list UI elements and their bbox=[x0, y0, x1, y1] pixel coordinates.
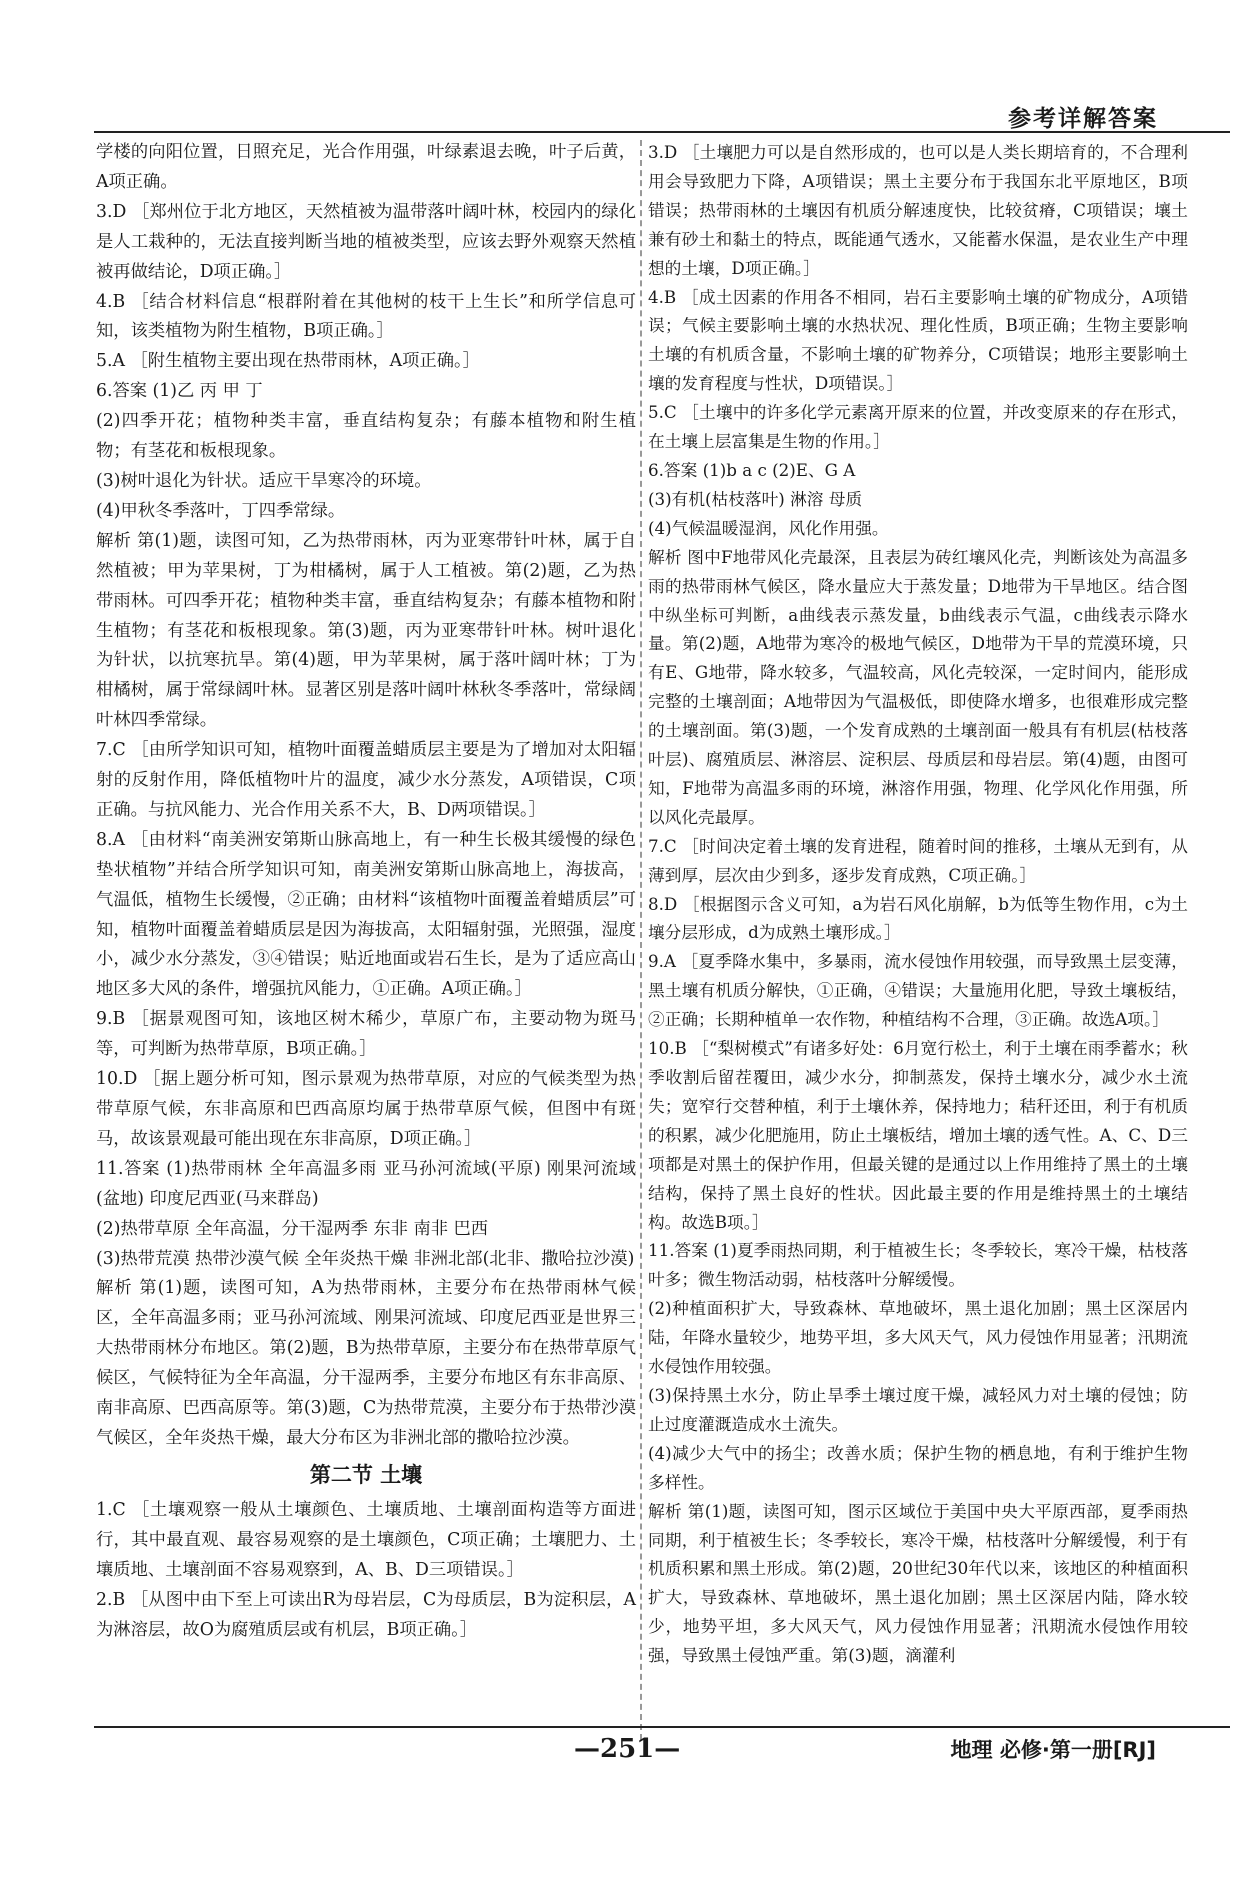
answer-item: 8.D ［根据图示含义可知，a为岩石风化崩解，b为低等生物作用，c为土壤分层形成，d为成熟土壤形成。］ bbox=[648, 893, 1188, 943]
answer-item: 5.C ［土壤中的许多化学元素离开原来的位置，并改变原来的存在形式，在土壤上层富集是生物的作用。］ bbox=[648, 402, 1188, 452]
answer-item: 6.答案 (1)乙 丙 甲 丁 bbox=[96, 381, 263, 402]
answer-item: (4)气候温暖湿润，风化作用强。 bbox=[648, 517, 889, 538]
answer-item: 3.D ［土壤肥力可以是自然形成的，也可以是人类长期培育的，不合理利用会导致肥力下降，A项错误；黑土主要分布于我国东北平原地区，B项错误；热带雨林的土壤因有机质分解速度快，比较贫瘠，C项错误；壤土兼有砂土和黏土的特点，既能通气透水，又能蓄水保温，是农业生产中理想的土壤，D项正确。］ bbox=[648, 142, 1188, 278]
answer-item: (3)热带荒漠 热带沙漠气候 全年炎热干燥 非洲北部(北非、撒哈拉沙漠) bbox=[96, 1248, 635, 1269]
column-divider bbox=[640, 140, 642, 1740]
answer-item: (4)甲秋冬季落叶，丁四季常绿。 bbox=[96, 500, 346, 521]
page-number: —251— bbox=[574, 1734, 681, 1764]
answer-item: (3)保持黑土水分，防止旱季土壤过度干燥，减轻风力对土壤的侵蚀；防止过度灌溉造成水土流失。 bbox=[648, 1384, 1188, 1434]
analysis-item: 解析 图中F地带风化壳最深，且表层为砖红壤风化壳，判断该处为高温多雨的热带雨林气候区，降水量应大于蒸发量；D地带为干旱地区。结合图中纵坐标可判断，a曲线表示蒸发量，b曲线表示气温，c曲线表示降水量。第(2)题，A地带为寒冷的极地气候区，D地带为干旱的荒漠环境，只有E、G地带，降水较多，气温较高，风化壳较深，一定时间内，能形成完整的土壤剖面；A地带因为气温极低，即使降水增多，也很难形成完整的土壤剖面。第(3)题，一个发育成熟的土壤剖面一般具有有机层(枯枝落叶层)、腐殖质层、淋溶层、淀积层、母质层和母岩层。第(4)题，由图可知，F地带为高温多雨的环境，淋溶作用强，物理、化学风化作用强，所以风化壳最厚。 bbox=[648, 546, 1188, 827]
answer-item: 4.B ［结合材料信息“根群附着在其他树的枝干上生长”和所学信息可知，该类植物为附生植物，B项正确。］ bbox=[96, 291, 636, 342]
answer-item: (3)树叶退化为针状。适应干旱寒冷的环境。 bbox=[96, 470, 432, 491]
section-title: 第二节 土壤 bbox=[309, 1462, 423, 1487]
answer-item: 7.C ［由所学知识可知，植物叶面覆盖蜡质层主要是为了增加对太阳辐射的反射作用，降低植物叶片的温度，减少水分蒸发，A项错误，C项正确。与抗风能力、光合作用关系不大，B、D两项错误。］ bbox=[96, 740, 636, 820]
analysis-item: 解析 第(1)题，读图可知，A为热带雨林，主要分布在热带雨林气候区，全年高温多雨；亚马孙河流域、刚果河流域、印度尼西亚是世界三大热带雨林分布地区。第(2)题，B为热带草原，主要分布在热带草原气候区，气候特征为全年高温，分干湿两季，主要分布地区有东非高原、南非高原、巴西高原等。第(3)题，C为热带荒漠，主要分布于热带沙漠气候区，全年炎热干燥，最大分布区为非洲北部的撒哈拉沙漠。 bbox=[96, 1278, 636, 1448]
answer-item: 学楼的向阳位置，日照充足，光合作用强，叶绿素退去晚，叶子后黄，A项正确。 bbox=[96, 142, 636, 192]
answer-item: 10.B ［“梨树模式”有诸多好处：6月宽行松土，利于土壤在雨季蓄水；秋季收割后留茬覆田，减少水分，抑制蒸发，保持土壤水分，减少水土流失；宽窄行交替种植，利于土壤休养，保持地力；秸秆还田，利于有机质的积累，减少化肥施用，防止土壤板结，增加土壤的透气性。A、C、D三项都是对黑土的保护作用，但最关键的是通过以上作用维持了黑土的土壤结构，保持了黑土良好的性状。因此最主要的作用是维持黑土的土壤结构。故选B项。］ bbox=[648, 1038, 1188, 1232]
answer-item: 6.答案 (1)b a c (2)E、G A bbox=[648, 459, 856, 480]
left-column bbox=[96, 138, 636, 1645]
answer-item: (2)四季开花；植物种类丰富，垂直结构复杂；有藤本植物和附生植物；有茎花和板根现象。 bbox=[96, 411, 636, 462]
answer-item: (2)种植面积扩大，导致森林、草地破坏，黑土退化加剧；黑土区深居内陆，年降水量较少，地势平坦，多大风天气，风力侵蚀作用显著；汛期流水侵蚀作用较强。 bbox=[648, 1298, 1188, 1377]
right-column bbox=[648, 138, 1188, 1670]
answer-item: (2)热带草原 全年高温，分干湿两季 东非 南非 巴西 bbox=[96, 1218, 489, 1239]
answer-item: 11.答案 (1)夏季雨热同期，利于植被生长；冬季较长，寒冷干燥，枯枝落叶多；微生物活动弱，枯枝落叶分解缓慢。 bbox=[648, 1240, 1188, 1290]
answer-item: 9.B ［据景观图可知，该地区树木稀少，草原广布，主要动物为斑马等，可判断为热带草原，B项正确。］ bbox=[96, 1009, 636, 1060]
answer-item: 3.D ［郑州位于北方地区，天然植被为温带落叶阔叶林，校园内的绿化是人工栽种的，无法直接判断当地的植被类型，应该去野外观察天然植被再做结论，D项正确。］ bbox=[96, 201, 636, 282]
answer-item: 8.A ［由材料“南美洲安第斯山脉高地上，有一种生长极其缓慢的绿色垫状植物”并结合所学知识可知，南美洲安第斯山脉高地上，海拔高，气温低，植物生长缓慢，②正确；由材料“该植物叶面覆盖着蜡质层”可知，植物叶面覆盖着蜡质层是因为海拔高，太阳辐射强，光照强，湿度小，减少水分蒸发，③④错误；贴近地面或岩石生长，是为了适应高山地区多大风的条件，增强抗风能力，①正确。A项正确。］ bbox=[96, 829, 636, 1000]
answer-item: 9.A ［夏季降水集中，多暴雨，流水侵蚀作用较强，而导致黑土层变薄，黑土壤有机质分解快，①正确，④错误；大量施用化肥，导致土壤板结，②正确；长期种植单一农作物，种植结构不合理，③正确。故选A项。］ bbox=[648, 951, 1188, 1030]
answer-item: 7.C ［时间决定着土壤的发育进程，随着时间的推移，土壤从无到有，从薄到厚，层次由少到多，逐步发育成熟，C项正确。］ bbox=[648, 835, 1188, 885]
answer-item: (4)减少大气中的扬尘；改善水质；保护生物的栖息地，有利于维护生物多样性。 bbox=[648, 1442, 1188, 1492]
answer-item: 1.C ［土壤观察一般从土壤颜色、土壤质地、土壤剖面构造等方面进行，其中最直观、最容易观察的是土壤颜色，C项正确；土壤肥力、土壤质地、土壤剖面不容易观察到，A、B、D三项错误。］ bbox=[96, 1499, 636, 1580]
answer-item: 10.D ［据上题分析可知，图示景观为热带草原，对应的气候类型为热带草原气候，东非高原和巴西高原均属于热带草原气候，但图中有斑马，故该景观最可能出现在东非高原，D项正确。］ bbox=[96, 1069, 636, 1149]
answer-item: 2.B ［从图中由下至上可读出R为母岩层，C为母质层，B为淀积层，A为淋溶层，故O为腐殖质层或有机层，B项正确。］ bbox=[96, 1589, 636, 1640]
analysis-item: 解析 第(1)题，读图可知，图示区域位于美国中央大平原西部，夏季雨热同期，利于植被生长；冬季较长，寒冷干燥，枯枝落叶分解缓慢，利于有机质积累和黑土形成。第(2)题，20世纪30年代以来，该地区的种植面积扩大，导致森林、草地破坏，黑土退化加剧；黑土区深居内陆，降水较少，地势平坦，多大风天气，风力侵蚀作用显著；汛期流水侵蚀作用较强，导致黑土侵蚀严重。第(3)题，滴灌利 bbox=[648, 1500, 1188, 1666]
header-title: 参考详解答案 bbox=[1008, 106, 1158, 132]
answer-item: 11.答案 (1)热带雨林 全年高温多雨 亚马孙河流域(平原) 刚果河流域(盆地) 印度尼西亚(马来群岛) bbox=[96, 1158, 636, 1209]
footer-rule bbox=[94, 1726, 1230, 1728]
answer-item: 5.A ［附生植物主要出现在热带雨林，A项正确。］ bbox=[96, 351, 480, 372]
answer-item: (3)有机(枯枝落叶) 淋溶 母质 bbox=[648, 488, 863, 509]
analysis-item: 解析 第(1)题，读图可知，乙为热带雨林，丙为亚寒带针叶林，属于自然植被；甲为苹果树，丁为柑橘树，属于人工植被。第(2)题，乙为热带雨林。可四季开花；植物种类丰富，垂直结构复杂；有藤本植物和附生植物；有茎花和板根现象。第(3)题，丙为亚寒带针叶林。树叶退化为针状，以抗寒抗旱。第(4)题，甲为苹果树，属于落叶阔叶林；丁为柑橘树，属于常绿阔叶林。显著区别是落叶阔叶林秋冬季落叶，常绿阔叶林四季常绿。 bbox=[96, 530, 636, 731]
header-rule bbox=[94, 131, 1230, 133]
book-info: 地理 必修·第一册[RJ] bbox=[950, 1738, 1156, 1762]
answer-item: 4.B ［成土因素的作用各不相同，岩石主要影响土壤的矿物成分，A项错误；气候主要影响土壤的水热状况、理化性质，B项正确；生物主要影响土壤的有机质含量，不影响土壤的矿物养分，C项错误；地形主要影响土壤的发育程度与性状，D项错误。］ bbox=[648, 286, 1188, 394]
